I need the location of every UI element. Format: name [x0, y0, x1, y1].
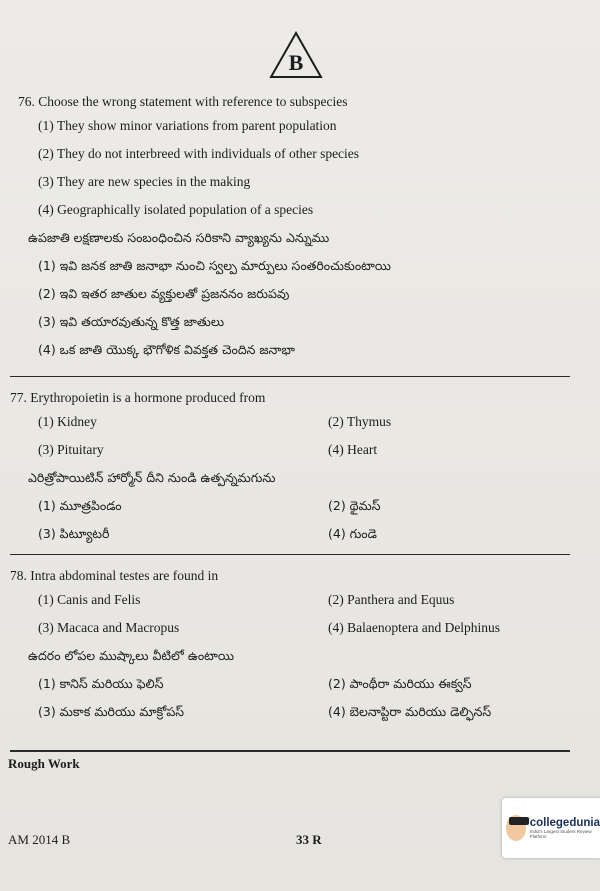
question-number: 78. — [10, 568, 27, 583]
booklet-letter: B — [288, 50, 304, 75]
option-1: (1) Kidney — [38, 414, 97, 429]
divider — [10, 376, 570, 377]
divider — [10, 554, 570, 555]
question-76 — [10, 92, 590, 364]
telugu-stem: ఎరిత్రోపాయిటిన్ హార్మోన్ దీని నుండి ఉత్పన్నమగును — [28, 470, 276, 485]
telugu-option-2: (2) థైమస్ — [328, 498, 381, 513]
telugu-option-4: (4) బెలనాప్టిరా మరియు డెల్ఫినస్ — [328, 704, 492, 719]
telugu-stem: ఉపజాతి లక్షణాలకు సంబంధించిన సరికాని వ్యాఖ్యను ఎన్నుము — [28, 230, 330, 245]
option-2: (2) They do not interbreed with individuals of other species — [38, 146, 360, 161]
option-2: (2) Panthera and Equus — [328, 592, 455, 607]
telugu-option-2: (2) ఇవి ఇతర జాతుల వ్యక్తులతో ప్రజననం జరుపవు — [38, 286, 290, 301]
option-4: (4) Geographically isolated population of a species — [38, 202, 314, 217]
question-stem: Intra abdominal testes are found in — [30, 568, 219, 583]
graduate-avatar-icon — [506, 815, 526, 841]
question-stem: Choose the wrong statement with reference to subspecies — [38, 94, 348, 109]
option-1: (1) They show minor variations from parent population — [38, 118, 337, 133]
telugu-option-4: (4) గుండె — [328, 526, 377, 541]
telugu-option-4: (4) ఒక జాతి యొక్క భౌగోళిక వివక్తత చెందిన జనాభా — [38, 342, 295, 357]
telugu-option-1: (1) ఇవి జనక జాతి జనాభా నుంచి స్వల్ప మార్పులు సంతరించుకుంటాయి — [38, 258, 391, 273]
rough-work-divider — [10, 750, 570, 752]
option-3: (3) Pituitary — [38, 442, 104, 457]
telugu-option-1: (1) మూత్రపిండం — [38, 498, 122, 513]
option-2: (2) Thymus — [328, 414, 392, 429]
telugu-option-3: (3) పిట్యూటరీ — [38, 526, 110, 541]
telugu-option-3: (3) ఇవి తయారవుతున్న కొత్త జాతులు — [38, 314, 225, 329]
question-77 — [10, 388, 590, 548]
telugu-option-2: (2) పాంథీరా మరియు ఈక్వస్ — [328, 676, 472, 691]
option-4: (4) Balaenoptera and Delphinus — [328, 620, 501, 635]
telugu-option-1: (1) కానిస్ మరియు ఫెలిస్ — [38, 676, 164, 691]
question-stem: Erythropoietin is a hormone produced from — [30, 390, 266, 405]
question-78 — [10, 566, 590, 726]
watermark-brand: collegedunia — [529, 817, 600, 829]
page-number: 33 R — [296, 832, 322, 847]
watermark-tagline: India's Largest Student Review Platform — [529, 829, 592, 839]
telugu-stem: ఉదరం లోపల ముష్కాలు వీటిలో ఉంటాయి — [28, 648, 234, 663]
question-number: 76. — [18, 94, 35, 109]
exam-code: AM 2014 B — [8, 832, 71, 847]
booklet-series-badge — [268, 30, 324, 80]
option-3: (3) They are new species in the making — [38, 174, 251, 189]
question-number: 77. — [10, 390, 27, 405]
collegedunia-watermark — [502, 798, 600, 858]
telugu-option-3: (3) మకాక మరియు మాక్రోపస్ — [38, 704, 184, 719]
option-1: (1) Canis and Felis — [38, 592, 141, 607]
option-4: (4) Heart — [328, 442, 378, 457]
rough-work-label: Rough Work — [8, 756, 80, 771]
option-3: (3) Macaca and Macropus — [38, 620, 180, 635]
